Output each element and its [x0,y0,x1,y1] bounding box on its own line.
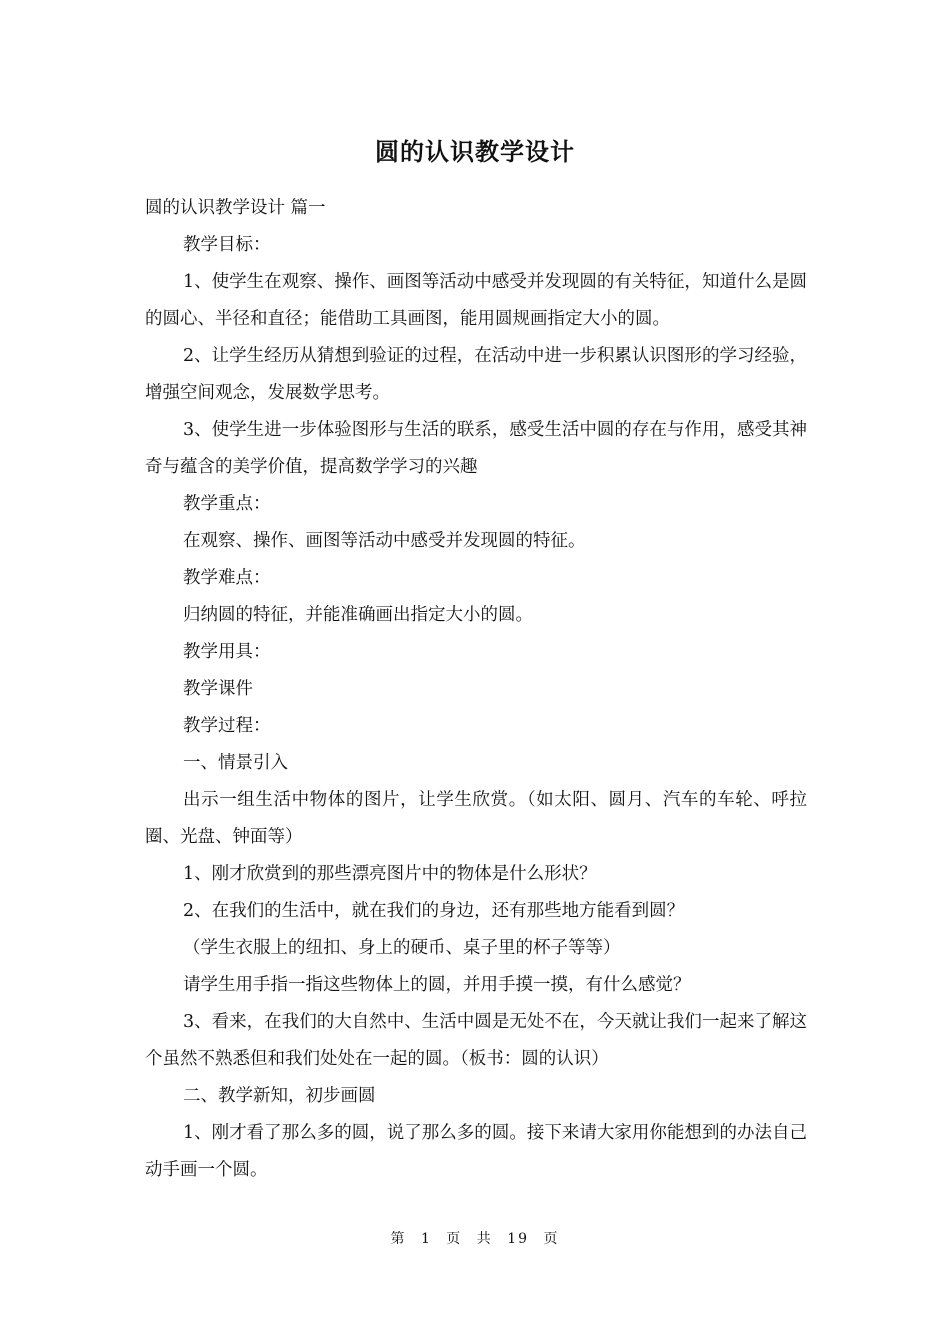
paragraph: 圆的认识教学设计 篇一 [145,198,326,218]
paragraph: 2、在我们的生活中，就在我们的身边，还有那些地方能看到圆？ [183,901,685,921]
paragraph: 1、使学生在观察、操作、画图等活动中感受并发现圆的有关特征，知道什么是圆的圆心、半径和直径；能借助工具画图，能用圆规画指定大小的圆。 [145,272,807,329]
paragraph: 3、看来，在我们的大自然中、生活中圆是无处不在，今天就让我们一起来了解这个虽然不熟悉但和我们处处在一起的圆。（板书：圆的认识） [145,1012,807,1069]
paragraph: 教学目标： [183,235,271,255]
paragraph: 教学重点： [183,494,271,514]
paragraph: 出示一组生活中物体的图片，让学生欣赏。（如太阳、圆月、汽车的车轮、呼拉圈、光盘、钟面等） [145,790,807,847]
paragraph: 1、刚才欣赏到的那些漂亮图片中的物体是什么形状？ [183,864,597,884]
paragraph: 在观察、操作、画图等活动中感受并发现圆的特征。 [183,531,586,551]
paragraph: 2、让学生经历从猜想到验证的过程，在活动中进一步积累认识图形的学习经验，增强空间观念，发展数学思考。 [145,346,807,403]
paragraph: 教学课件 [183,679,253,699]
paragraph: 二、教学新知，初步画圆 [183,1086,376,1106]
paragraph: 1、刚才看了那么多的圆，说了那么多的圆。接下来请大家用你能想到的办法自己动手画一个圆。 [145,1123,807,1180]
document-body [145,190,807,1189]
paragraph: 一、情景引入 [183,753,288,773]
paragraph: 教学过程： [183,716,271,736]
paragraph: 归纳圆的特征，并能准确画出指定大小的圆。 [183,605,533,625]
page-footer: 第 1 页 共 19 页 [390,1231,560,1247]
document-title: 圆的认识教学设计 [375,138,575,166]
paragraph: 教学难点： [183,568,271,588]
paragraph: 请学生用手指一指这些物体上的圆，并用手摸一摸，有什么感觉？ [183,975,691,995]
paragraph: （学生衣服上的纽扣、身上的硬币、桌子里的杯子等等） [183,938,621,958]
paragraph: 教学用具： [183,642,271,662]
paragraph: 3、使学生进一步体验图形与生活的联系，感受生活中圆的存在与作用，感受其神奇与蕴含的美学价值，提高数学学习的兴趣 [145,420,807,477]
